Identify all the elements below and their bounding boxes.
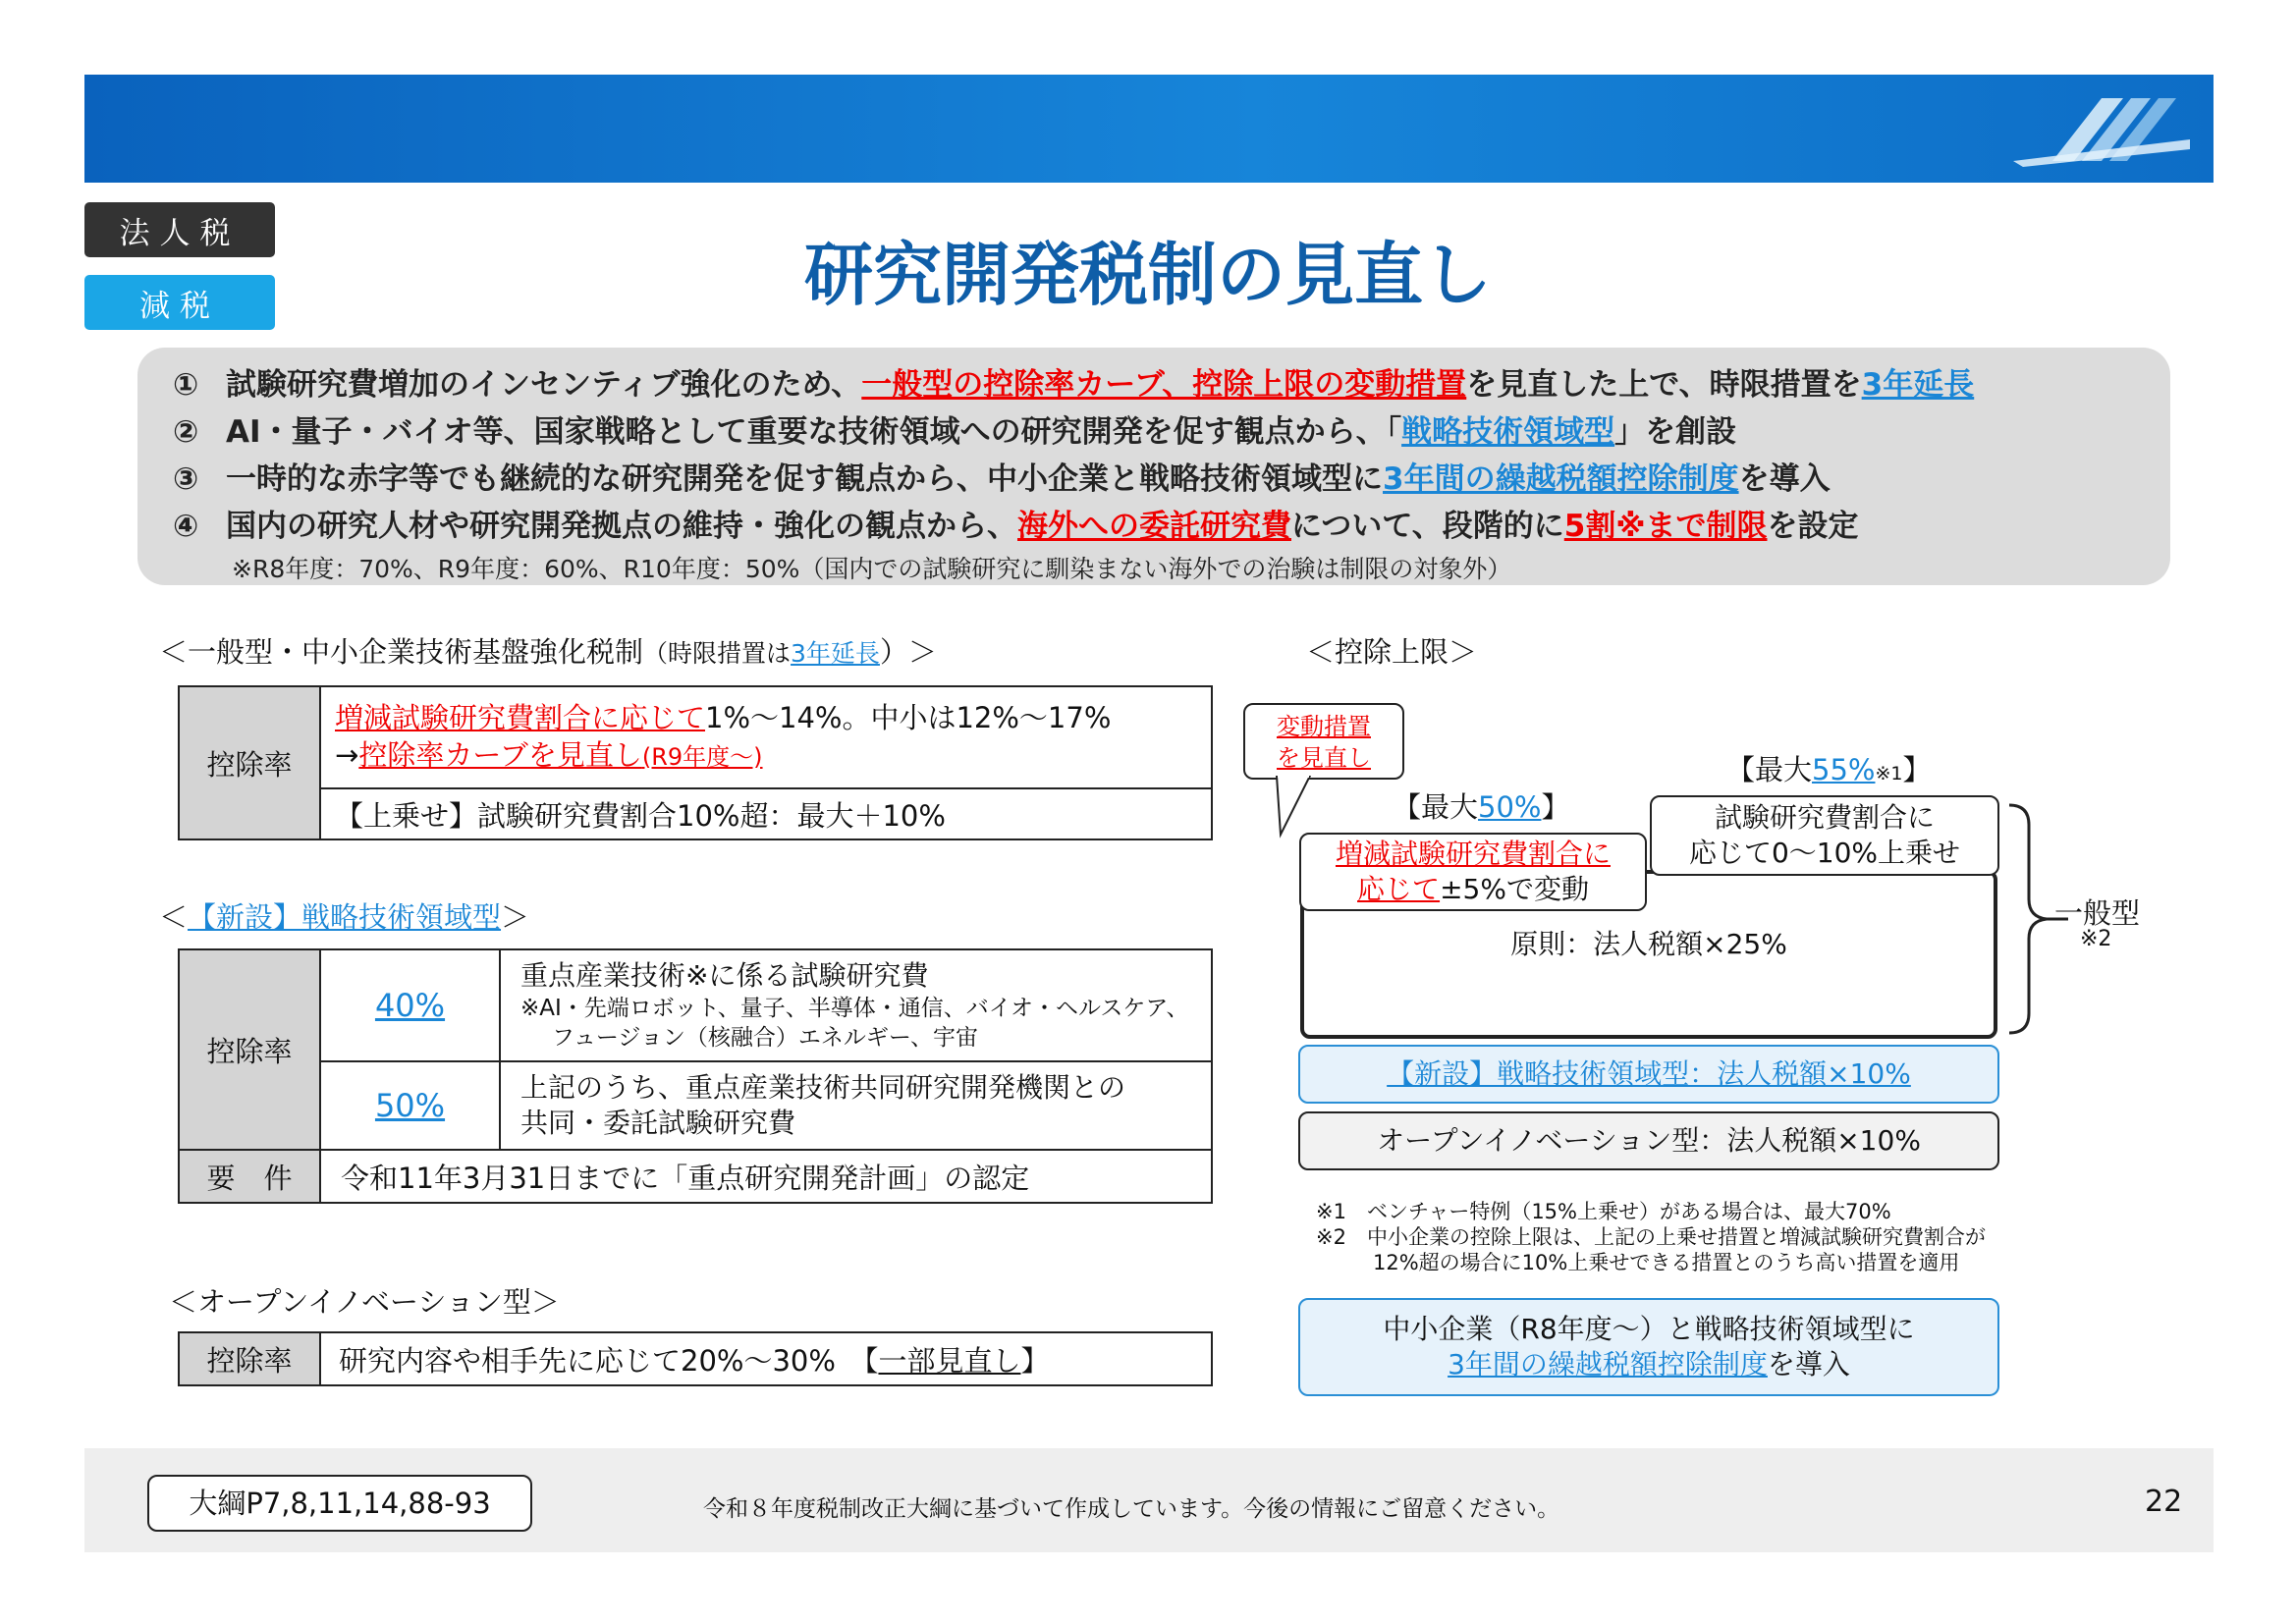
summary-line-3: ③ 一時的な赤字等でも継続的な研究開発を促す観点から、中小企業と戦略技術領域型に3年間の繰越税額控除制度を導入 [173, 461, 1831, 497]
requirement-text: 令和11年3月31日までに「重点研究開発計画」の認定 [320, 1150, 1212, 1203]
logo-stripes-icon [2013, 92, 2190, 167]
link-strategic-tech[interactable]: 戦略技術領域型 [1401, 414, 1615, 450]
requirement-label: 要 件 [179, 1150, 320, 1203]
max-50-label: 【最大50%】 [1393, 790, 1570, 824]
bubble-review: 変動措置 を見直し [1243, 703, 1404, 780]
outline-reference: 大綱P7,8,11,14,88-93 [147, 1475, 532, 1532]
open-limit-box: オープンイノベーション型：法人税額×10% [1298, 1111, 1999, 1170]
general-type-note: ※2 [2080, 927, 2112, 951]
carryover-box: 中小企業（R8年度～）と戦略技術領域型に 3年間の繰越税額控除制度を導入 [1298, 1298, 1999, 1396]
summary-line-2: ② AI・量子・バイオ等、国家戦略として重要な技術領域への研究開発を促す観点から、「戦略技術領域型」を創設 [173, 414, 1737, 450]
tag-corporate-tax: 法人税 [84, 202, 275, 257]
summary-note: ※R8年度：70%、R9年度：60%、R10年度：50%（国内での試験研究に馴染まない海外での治験は制限の対象外） [232, 555, 1512, 583]
open-heading: ＜オープンイノベーション型＞ [169, 1285, 560, 1319]
link-3-year-extension[interactable]: 3年延長 [1861, 367, 1975, 403]
header-banner [84, 75, 2214, 183]
tag-tax-reduction: 減税 [84, 275, 275, 330]
limit-note-2a: ※2 中小企業の控除上限は、上記の上乗せ措置と増減試験研究費割合が [1316, 1225, 1986, 1249]
footer-notice: 令和８年度税制改正大綱に基づいて作成しています。今後の情報にご留意ください。 [703, 1496, 1560, 1522]
summary-box [137, 348, 2170, 585]
link-strategic-heading[interactable]: 【新設】戦略技術領域型 [188, 900, 502, 934]
max-55-label: 【最大55%※1】 [1726, 753, 1932, 786]
rate-50[interactable]: 50% [374, 1087, 446, 1124]
summary-line-4: ④ 国内の研究人材や研究開発拠点の維持・強化の観点から、海外への委託研究費について、段階的に5割※まで制限を設定 [173, 509, 1859, 544]
limit-note-2b: 12%超の場合に10%上乗せできる措置とのうち高い措置を適用 [1373, 1251, 1960, 1274]
strategic-heading: ＜【新設】戦略技術領域型＞ [159, 900, 530, 934]
general-addon-row: 【上乗せ】試験研究費割合10%超：最大＋10% [320, 788, 1212, 839]
general-table: 控除率 増減試験研究費割合に応じて1%～14%。中小は12%～17% →控除率カーブを見直し(R9年度～) 【上乗せ】試験研究費割合10%超：最大＋10% [178, 685, 1213, 840]
strategic-table: 控除率 40% 重点産業技術※に係る試験研究費 ※AI・先端ロボット、量子、半導体・通信、バイオ・ヘルスケア、 フュージョン（核融合）エネルギー、宇宙 50% 上記のうち、重点産業技術共同研究開発機関との 共同・委託試験研究費 要 件 令和11年3月31日までに「重点研究開発計画」の認定 [178, 948, 1213, 1204]
link-carryover[interactable]: 3年間の繰越税額控除制度 [1383, 461, 1739, 497]
strategic-limit-box: 【新設】戦略技術領域型：法人税額×10% [1298, 1045, 1999, 1104]
open-rate-label: 控除率 [179, 1332, 320, 1385]
rate-40[interactable]: 40% [374, 987, 446, 1024]
link-partial-review[interactable]: 一部見直し [878, 1343, 1021, 1378]
page-number: 22 [2145, 1485, 2183, 1519]
link-carryover-box[interactable]: 3年間の繰越税額控除制度 [1448, 1348, 1768, 1380]
open-table: 控除率 研究内容や相手先に応じて20%～30% 【一部見直し】 [178, 1331, 1213, 1386]
base-box: 原則：法人税額×25% [1300, 870, 1997, 1039]
general-type-label: 一般型 [2054, 896, 2141, 930]
page-title: 研究開発税制の見直し [804, 235, 1492, 315]
addon-box: 試験研究費割合に 応じて0～10%上乗せ [1650, 795, 1999, 876]
variable-box: 増減試験研究費割合に 応じて±5%で変動 [1299, 833, 1647, 911]
limit-note-1: ※1 ベンチャー特例（15%上乗せ）がある場合は、最大70% [1316, 1200, 1891, 1223]
link-general-extension[interactable]: 3年延長 [791, 639, 880, 668]
general-heading: ＜一般型・中小企業技術基盤強化税制（時限措置は3年延長）＞ [159, 635, 937, 669]
general-rate-label: 控除率 [179, 686, 320, 839]
strategic-rate-label: 控除率 [179, 949, 320, 1150]
summary-line-1: ① 試験研究費増加のインセンティブ強化のため、一般型の控除率カーブ、控除上限の変動措置を見直した上で、時限措置を3年延長 [173, 367, 1975, 403]
limit-heading: ＜控除上限＞ [1306, 635, 1478, 669]
